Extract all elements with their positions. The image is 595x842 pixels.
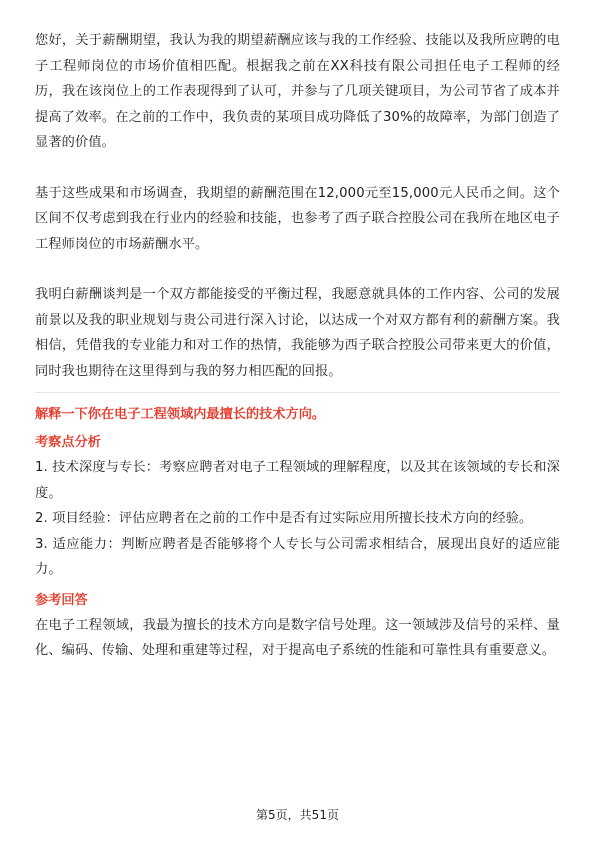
paragraph-gap [35, 257, 560, 282]
question-title: 解释一下你在电子工程领域内最擅长的技术方向。 [35, 407, 326, 422]
section-divider [35, 392, 560, 393]
page-number-footer: 第5页，共51页 [256, 808, 339, 822]
intro-paragraph-2: 基于这些成果和市场调查，我期望的薪酬范围在12,000元至15,000元人民币之间。这个区间不仅考虑到我在行业内的经验和技能，也参考了西子联合控股公司在我所在地区电子工程师岗位的市场薪酬水平。 [35, 185, 560, 252]
paragraph-gap [35, 156, 560, 181]
document-page [35, 28, 560, 664]
intro-paragraph-3: 我明白薪酬谈判是一个双方都能接受的平衡过程，我愿意就具体的工作内容、公司的发展前景以及我的职业规划与贵公司进行深入讨论，以达成一个对双方都有利的薪酬方案。我相信，凭借我的专业能力和对工作的热情，我能够为西子联合控股公司带来更大的价值，同时我也期待在这里得到与我的努力相匹配的回报。 [35, 287, 560, 379]
analysis-heading: 考察点分析 [35, 435, 101, 450]
analysis-item-1: 1. 技术深度与专长：考察应聘者对电子工程领域的理解程度，以及其在该领域的专长和深度。 [35, 460, 560, 501]
intro-paragraph-1: 您好，关于薪酬期望，我认为我的期望薪酬应该与我的工作经验、技能以及我所应聘的电子工程师岗位的市场价值相匹配。根据我之前在XX科技有限公司担任电子工程师的经历，我在该岗位上的工作表现得到了认可，并参与了几项关键项目，为公司节省了成本并提高了效率。在之前的工作中，我负责的某项目成功降低了30%的故障率，为部门创造了显著的价值。 [35, 33, 560, 150]
answer-heading: 参考回答 [35, 592, 88, 608]
analysis-item-2: 2. 项目经验：评估应聘者在之前的工作中是否有过实际应用所擅长技术方向的经验。 [35, 511, 533, 526]
analysis-item-3: 3. 适应能力：判断应聘者是否能够将个人专长与公司需求相结合，展现出良好的适应能力。 [35, 536, 560, 577]
answer-text: 在电子工程领域，我最为擅长的技术方向是数字信号处理。这一领域涉及信号的采样、量化、编码、传输、处理和重建等过程，对于提高电子系统的性能和可靠性具有重要意义。 [35, 617, 560, 658]
